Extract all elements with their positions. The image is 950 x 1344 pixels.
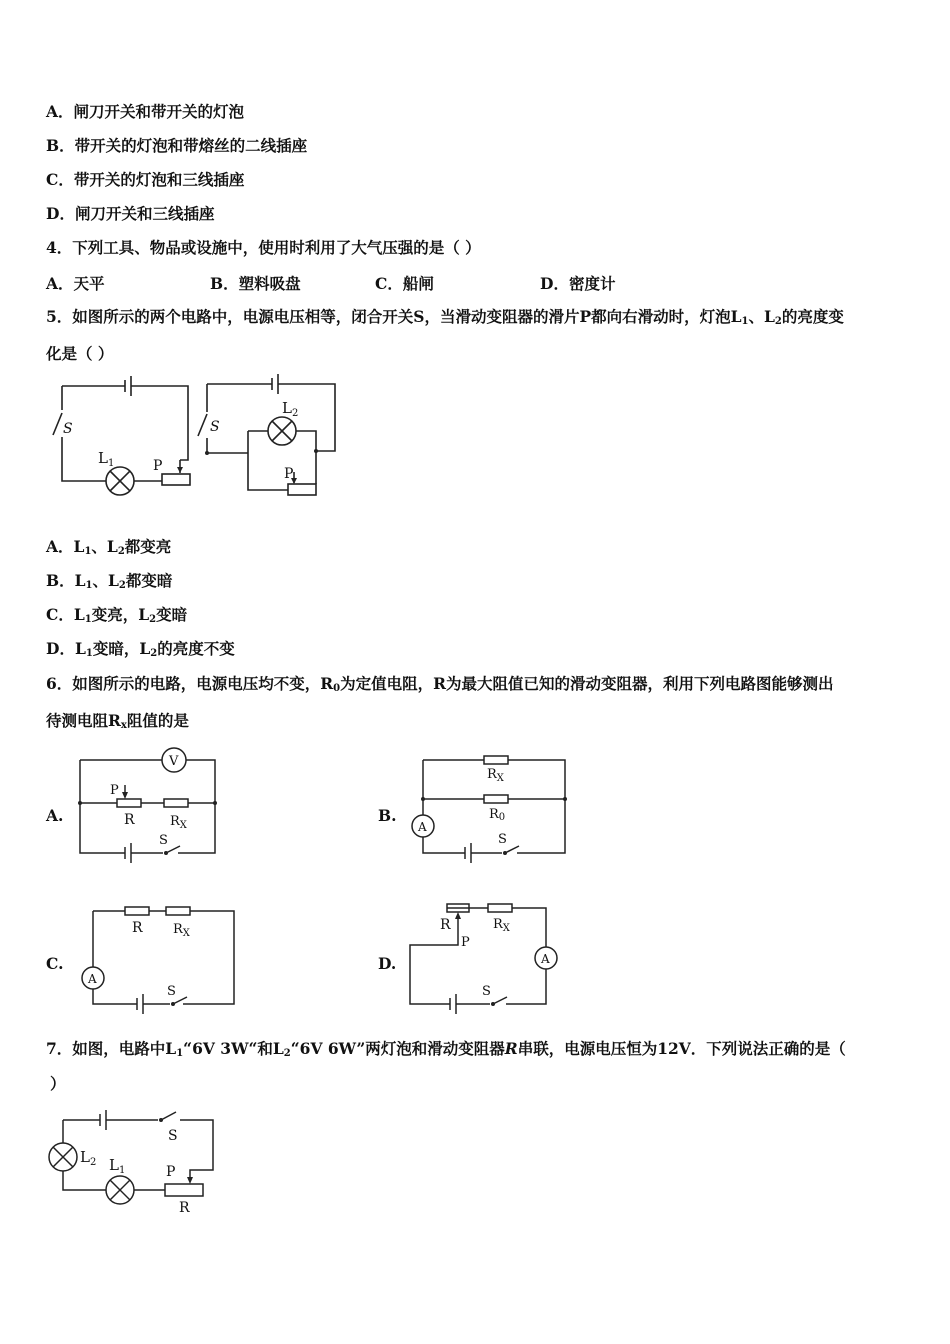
q5-stem-line2: 化是（ ） bbox=[46, 344, 114, 363]
q6a-p-label: P bbox=[110, 783, 119, 798]
q6d-s-label: S bbox=[482, 984, 491, 999]
q7-fig-p-label: P bbox=[166, 1164, 176, 1180]
q6d-p-label: P bbox=[461, 935, 470, 950]
q6-stem-line2: 待测电阻$R_x$阻值的是 bbox=[46, 711, 189, 731]
q4-option-d: D．密度计 bbox=[540, 274, 616, 293]
q5-option-c: C．$L_1$变亮，$L_2$变暗 bbox=[46, 605, 188, 625]
q6-label-b: B. bbox=[378, 806, 397, 825]
q6a-rx-label: $R_X$ bbox=[170, 814, 187, 831]
q4-option-a: A．天平 bbox=[46, 274, 105, 293]
q6b-ammeter-label: A bbox=[418, 820, 427, 834]
q6d-rx-label: $R_X$ bbox=[493, 917, 510, 934]
q6d-ammeter-label: A bbox=[541, 952, 550, 966]
q5-fig-p-left: P bbox=[153, 458, 163, 474]
q7-fig-r-label: R bbox=[179, 1200, 190, 1216]
q5-stem-line1: 5．如图所示的两个电路中，电源电压相等，闭合开关S，当滑动变阻器的滑片P都向右滑动时，灯泡$L_1$、$L_2$的亮度变 bbox=[46, 307, 844, 327]
q5-fig-s-left: S bbox=[63, 421, 73, 437]
q6c-r-label: R bbox=[132, 920, 143, 936]
q5-fig-p-right: P bbox=[284, 466, 294, 482]
q4-stem: 4．下列工具、物品或设施中，使用时利用了大气压强的是（ ） bbox=[46, 238, 481, 257]
q3-option-d: D．闸刀开关和三线插座 bbox=[46, 204, 215, 223]
q6c-s-label: S bbox=[167, 984, 176, 999]
q6c-ammeter-label: A bbox=[88, 972, 97, 986]
q5-fig-s-right: S bbox=[210, 419, 220, 435]
q7-stem-line2: ） bbox=[50, 1074, 66, 1093]
q7-fig-l2-label: $L_2$ bbox=[80, 1148, 97, 1168]
q5-option-b: B．$L_1$、$L_2$都变暗 bbox=[46, 571, 173, 591]
q4-option-b: B．塑料吸盘 bbox=[210, 274, 301, 293]
q6a-voltmeter-label: V bbox=[169, 754, 179, 769]
q5-fig-l1-label: $L_1$ bbox=[98, 449, 115, 469]
q6a-r-label: R bbox=[124, 812, 135, 828]
q7-fig-l1-label: $L_1$ bbox=[109, 1156, 126, 1176]
q6-label-c: C. bbox=[46, 954, 64, 973]
q5-fig-l2-label: $L_2$ bbox=[282, 399, 299, 419]
q6-stem-line1: 6．如图所示的电路，电源电压均不变，$R_0$为定值电阻，R为最大阻值已知的滑动变阻器，利用下列电路图能够测出 bbox=[46, 674, 834, 694]
q3-option-a: A．闸刀开关和带开关的灯泡 bbox=[46, 102, 245, 121]
q6a-s-label: S bbox=[159, 833, 168, 848]
q7-fig-s-label: S bbox=[168, 1128, 178, 1144]
q6c-rx-label: $R_X$ bbox=[173, 922, 190, 939]
q7-stem-line1: 7．如图，电路中$L_1“6V$ 3W“和$L_2“6V$ 6W”两灯泡和滑动变阻器R串联，电源电压恒为12V．下列说法正确的是（ bbox=[46, 1039, 846, 1059]
q6-label-a: A. bbox=[46, 806, 64, 825]
q4-option-c: C．船闸 bbox=[375, 274, 434, 293]
q6b-r0-label: R0 bbox=[489, 807, 506, 823]
q5-option-a: A．$L_1$、$L_2$都变亮 bbox=[46, 537, 172, 557]
q6b-rx-label: $R_X$ bbox=[487, 767, 504, 784]
q6d-r-label: R bbox=[440, 917, 451, 933]
q6-label-d: D. bbox=[378, 954, 397, 973]
q3-option-b: B．带开关的灯泡和带熔丝的二线插座 bbox=[46, 136, 308, 155]
q3-option-c: C．带开关的灯泡和三线插座 bbox=[46, 170, 245, 189]
q5-option-d: D．$L_1$变暗，$L_2$的亮度不变 bbox=[46, 639, 235, 659]
q6b-s-label: S bbox=[498, 832, 507, 847]
